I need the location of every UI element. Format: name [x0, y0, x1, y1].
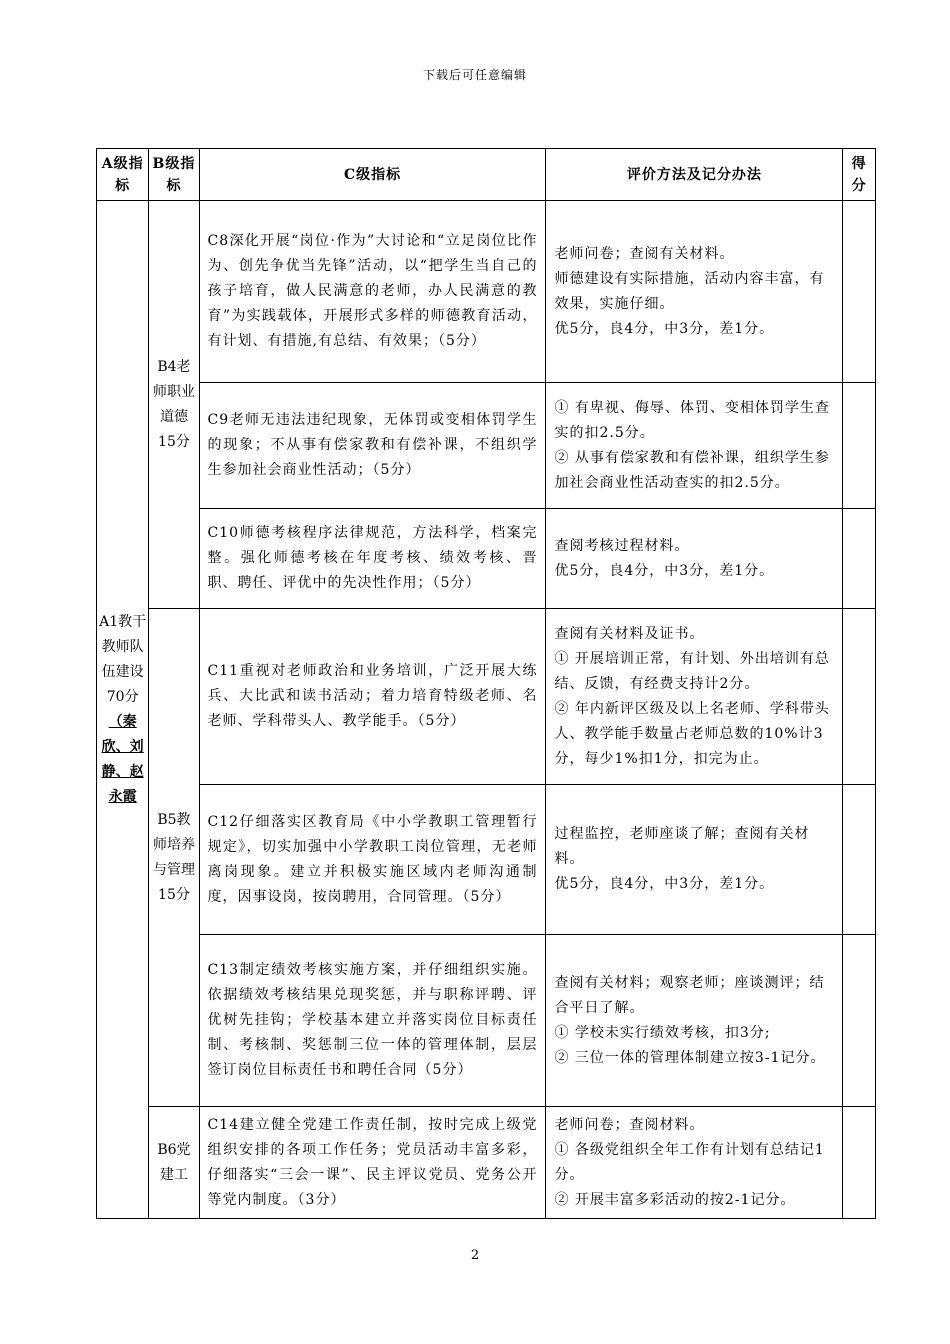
page-number: 2	[470, 1248, 480, 1263]
c11-method	[546, 609, 843, 785]
c8-method	[546, 201, 843, 383]
c14-text: C14建立健全党建工作责任制，按时完成上级党组织安排的各项工作任务；党员活动丰富多彩，仔细落实“三会一课”、民主评议党员、党务公开等党内制度。（3分）	[199, 1107, 546, 1219]
b6-cell: B6党建工	[149, 1107, 199, 1219]
c11-method-line: ② 年内新评区级及以上名老师、学科带头人、教学能手数量占老师总数的10%计3分，每少1%扣1分，扣完为止。	[554, 700, 830, 767]
c13-score	[843, 935, 876, 1107]
table-row	[97, 785, 876, 935]
c9-score	[843, 383, 876, 509]
c13-method-line: ② 三位一体的管理体制建立按3-1记分。	[554, 1049, 826, 1066]
c10-method-line: 优5分，良4分，中3分，差1分。	[554, 562, 775, 579]
c9-method-line: ② 从事有偿家教和有偿补课，组织学生参加社会商业性活动查实的扣2.5分。	[554, 449, 830, 491]
c10-method	[546, 509, 843, 609]
c9-text: C9老师无违法违纪现象，无体罚或变相体罚学生的现象；不从事有偿家教和有偿补课，不组织学生参加社会商业性活动；（5分）	[199, 383, 546, 509]
c12-method-line: 优5分，良4分，中3分，差1分。	[554, 876, 775, 892]
table-header-row	[97, 149, 876, 201]
c12-method-line: 过程监控，老师座谈了解；查阅有关材料。	[554, 826, 810, 867]
a1-cell	[97, 201, 149, 1219]
a1-responsible-names: （秦欣、刘静、赵永霞	[101, 713, 144, 805]
c10-method-line: 查阅考核过程材料。	[554, 537, 690, 554]
c8-score	[843, 201, 876, 383]
c14-score	[843, 1107, 876, 1219]
c14-method-line: 老师问卷；查阅材料。	[554, 1116, 705, 1133]
table-row	[97, 935, 876, 1107]
table-row	[97, 1107, 876, 1219]
header-score: 得分	[843, 149, 876, 201]
a1-label: A1教干教师队伍建设70分	[99, 613, 147, 705]
c9-method-line: ① 有卑视、侮辱、体罚、变相体罚学生查实的扣2.5分。	[554, 399, 830, 441]
b5-cell: B5教师培养与管理15分	[149, 609, 199, 1107]
c14-method-line: ② 开展丰富多彩活动的按2-1记分。	[554, 1191, 796, 1208]
c11-method-line: 查阅有关材料及证书。	[554, 625, 705, 642]
c13-method-line: 查阅有关材料；观察老师；座谈测评；结合平日了解。	[554, 974, 825, 1016]
header-note: 下载后可任意编辑	[422, 68, 527, 82]
c12-text: C12仔细落实区教育局《中小学教职工管理暂行规定》，切实加强中小学教职工岗位管理，无老师离岗现象。建立并积极实施区域内老师沟通制度，因事设岗，按岗聘用，合同管理。（5分）	[199, 785, 546, 935]
table-row	[97, 609, 876, 785]
c10-score	[843, 509, 876, 609]
c8-method-line: 优5分，良4分，中3分，差1分。	[554, 320, 775, 337]
c11-text: C11重视对老师政治和业务培训，广泛开展大练兵、大比武和读书活动；着力培育特级老师、名老师、学科带头人、教学能手。（5分）	[199, 609, 546, 785]
b4-cell: B4老师职业道德15分	[149, 201, 199, 609]
c11-method-line: ① 开展培训正常，有计划、外出培训有总结、反馈，有经费支持计2分。	[554, 650, 830, 692]
table-row	[97, 509, 876, 609]
c8-method-line: 师德建设有实际措施，活动内容丰富，有效果，实施仔细。	[554, 270, 825, 312]
c13-method	[546, 935, 843, 1107]
table-row	[97, 201, 876, 383]
c9-method	[546, 383, 843, 509]
header-method: 评价方法及记分办法	[546, 149, 843, 201]
c13-method-line: ① 学校未实行绩效考核，扣3分;	[554, 1024, 771, 1041]
c12-method	[546, 785, 843, 935]
evaluation-table	[96, 148, 876, 1219]
c12-score	[843, 785, 876, 935]
header-b-level: B级指标	[149, 149, 199, 201]
c14-method	[546, 1107, 843, 1219]
table-row	[97, 383, 876, 509]
c14-method-line: ① 各级党组织全年工作有计划有总结记1分。	[554, 1141, 825, 1183]
c13-text: C13制定绩效考核实施方案，并仔细组织实施。依据绩效考核结果兑现奖惩，并与职称评聘、评优树先挂钩；学校基本建立并落实岗位目标责任制、考核制、奖惩制三位一体的管理体制，层层签订岗位目标责任书和聘任合同（5分）	[199, 935, 546, 1107]
c8-text: C8深化开展“岗位·作为”大讨论和“立足岗位比作为、创先争优当先锋”活动，以“把学生当自己的孩子培育，做人民满意的老师，办人民满意的教育”为实践载体，开展形式多样的师德教育活动，有计划、有措施,有总结、有效果；（5分）	[199, 201, 546, 383]
c10-text: C10师德考核程序法律规范，方法科学，档案完整。强化师德考核在年度考核、绩效考核、晋职、聘任、评优中的先决性作用；（5分）	[199, 509, 546, 609]
c8-method-line: 老师问卷；查阅有关材料。	[554, 245, 735, 262]
c11-score	[843, 609, 876, 785]
header-a-level: A级指标	[97, 149, 149, 201]
header-c-level: C级指标	[199, 149, 546, 201]
